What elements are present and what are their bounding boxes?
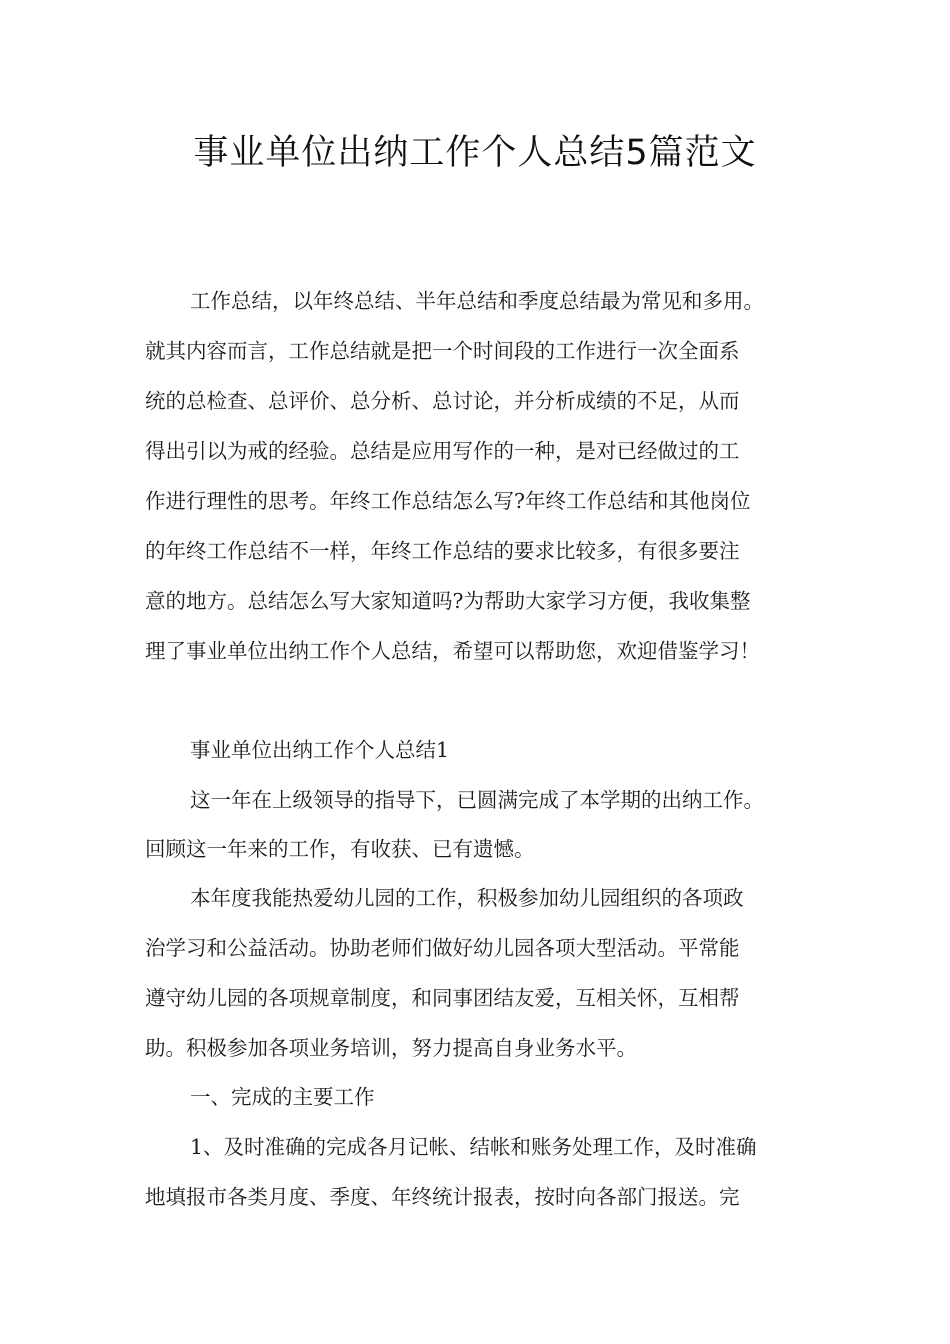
intro-line: 统的总检查、总评价、总分析、总讨论，并分析成绩的不足，从而 (145, 389, 740, 413)
subheading: 一、完成的主要工作 (190, 1085, 375, 1109)
intro-line: 就其内容而言，工作总结就是把一个时间段的工作进行一次全面系 (145, 339, 740, 363)
paragraph-line: 治学习和公益活动。协助老师们做好幼儿园各项大型活动。平常能 (145, 936, 740, 960)
paragraph-line: 回顾这一年来的工作，有收获、已有遗憾。 (145, 837, 535, 861)
paragraph-line: 这一年在上级领导的指导下，已圆满完成了本学期的出纳工作。 (190, 788, 764, 812)
paragraph-line: 1、及时准确的完成各月记帐、结帐和账务处理工作，及时准确 (190, 1135, 757, 1159)
intro-line: 的年终工作总结不一样，年终工作总结的要求比较多，有很多要注 (145, 539, 740, 563)
intro-line: 作进行理性的思考。年终工作总结怎么写?年终工作总结和其他岗位 (145, 489, 751, 513)
document-title: 事业单位出纳工作个人总结5篇范文 (193, 133, 757, 173)
paragraph-line: 助。积极参加各项业务培训，努力提高自身业务水平。 (145, 1036, 637, 1060)
intro-line: 工作总结，以年终总结、半年总结和季度总结最为常见和多用。 (190, 289, 764, 313)
paragraph-line: 地填报市各类月度、季度、年终统计报表，按时向各部门报送。完 (145, 1185, 740, 1209)
paragraph-line: 遵守幼儿园的各项规章制度，和同事团结友爱，互相关怀，互相帮 (145, 986, 740, 1010)
intro-line: 理了事业单位出纳工作个人总结，希望可以帮助您，欢迎借鉴学习！ (145, 639, 760, 663)
section-heading: 事业单位出纳工作个人总结1 (190, 738, 450, 762)
intro-line: 意的地方。总结怎么写大家知道吗?为帮助大家学习方便，我收集整 (145, 589, 751, 613)
paragraph-line: 本年度我能热爱幼儿园的工作，积极参加幼儿园组织的各项政 (190, 886, 744, 910)
intro-line: 得出引以为戒的经验。总结是应用写作的一种，是对已经做过的工 (145, 439, 740, 463)
